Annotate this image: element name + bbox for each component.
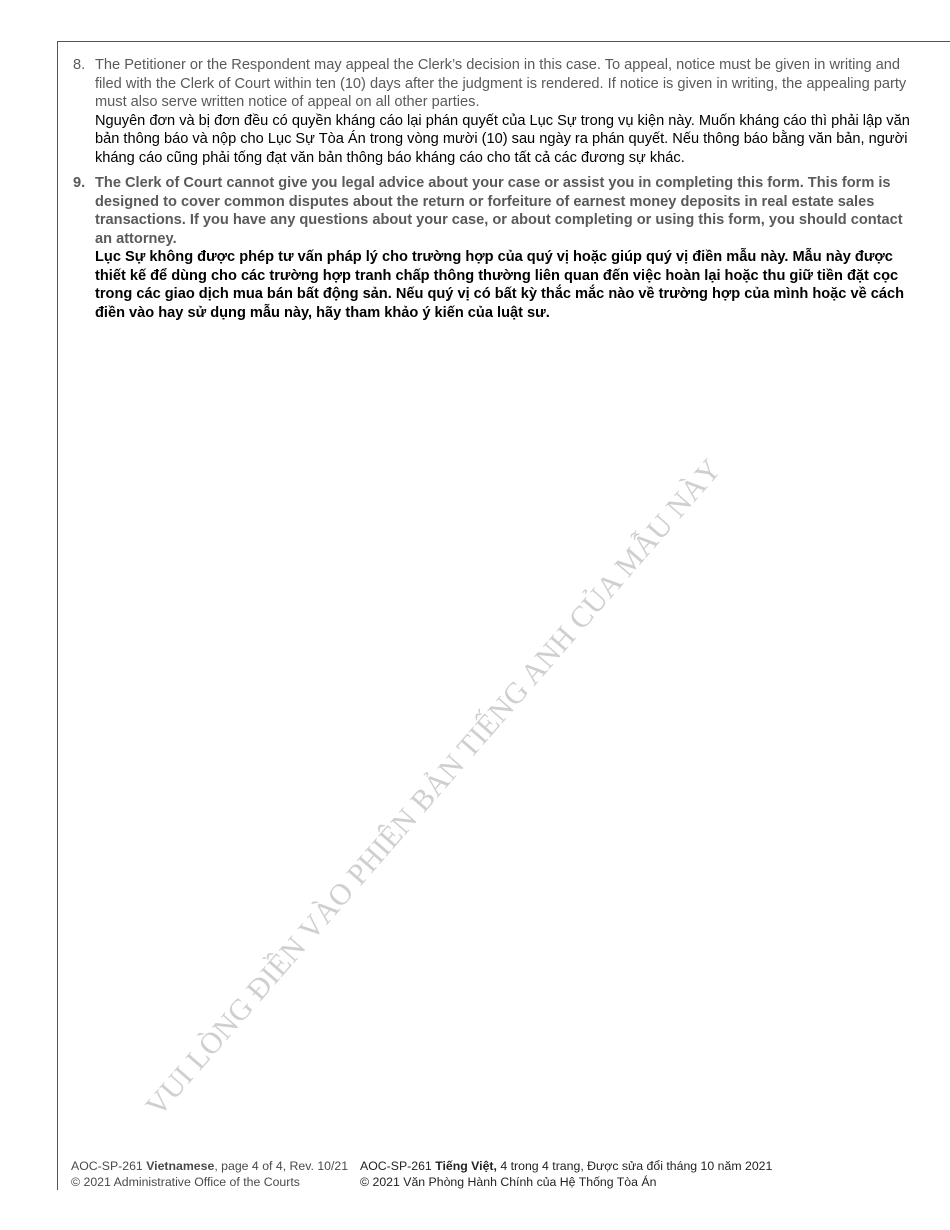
item-number: 8. <box>73 57 86 73</box>
footer-copyright: © 2021 Văn Phòng Hành Chính của Hệ Thống Tòa Án <box>360 1175 657 1189</box>
footer-language: Vietnamese <box>146 1159 215 1173</box>
footer-language: Tiếng Việt, <box>435 1159 497 1173</box>
top-border-line <box>57 41 950 42</box>
item-number: 9. <box>73 175 86 191</box>
left-border-line <box>57 41 58 1190</box>
footer-form-id: AOC-SP-261 <box>71 1159 143 1173</box>
item-vietnamese-text: Nguyên đơn và bị đơn đều có quyền kháng cáo lại phán quyết của Lục Sự trong vụ kiện này. Muốn kháng cáo thì phải lập văn bản thông báo và nộp cho Lục Sự Tòa Án trong vòng mười (10) sau ngày ra phán quyết. Nếu thông báo bằng văn bản, người kháng cáo cũng phải tống đạt văn bản thông báo kháng cáo cho tất cả các đương sự khác. <box>95 112 910 166</box>
item-english-text: The Petitioner or the Respondent may appeal the Clerk’s decision in this case. To appeal, notice must be given in writing and filed with the Clerk of Court within ten (10) days after the judgment is rendered. If notice is given in writing, the appealing party must also serve written notice of appeal on all other parties. <box>95 57 907 110</box>
footer-copyright: © 2021 Administrative Office of the Courts <box>71 1175 300 1189</box>
item-english-text: The Clerk of Court cannot give you legal advice about your case or assist you in completing this form. This form is designed to cover common disputes about the return or forfeiture of earnest money deposits in real estate sales transactions. If you have any questions about your case, or about completing or using this form, you should contact an attorney. <box>95 175 903 247</box>
footer-english <box>71 1158 348 1190</box>
footer-vietnamese <box>360 1158 772 1190</box>
item-vietnamese-text: Lục Sự không được phép tư vấn pháp lý cho trường hợp của quý vị hoặc giúp quý vị điền mẫu này. Mẫu này được thiết kế để dùng cho các trường hợp tranh chấp thông thường liên quan đến việc hoàn lại hoặc thu giữ tiền đặt cọc trong các giao dịch mua bán bất động sản. Nếu quý vị có bất kỳ thắc mắc nào về trường hợp của mình hoặc về cách điền vào hay sử dụng mẫu này, hãy tham khảo ý kiến của luật sư. <box>95 249 905 321</box>
instruction-item-9 <box>73 174 915 322</box>
instruction-item-8 <box>73 56 915 167</box>
footer-form-line <box>71 1158 348 1174</box>
footer-page-rev: 4 trong 4 trang, Được sửa đổi tháng 10 năm 2021 <box>496 1159 773 1173</box>
watermark-text: VUI LÒNG ĐIỀN VÀO PHIÊN BẢN TIẾNG ANH CỦA MẪU NÀY <box>139 452 728 1123</box>
footer-page-rev: , page 4 of 4, Rev. 10/21 <box>214 1159 349 1173</box>
footer-form-id: AOC-SP-261 <box>360 1159 432 1173</box>
footer-form-line <box>360 1158 772 1174</box>
